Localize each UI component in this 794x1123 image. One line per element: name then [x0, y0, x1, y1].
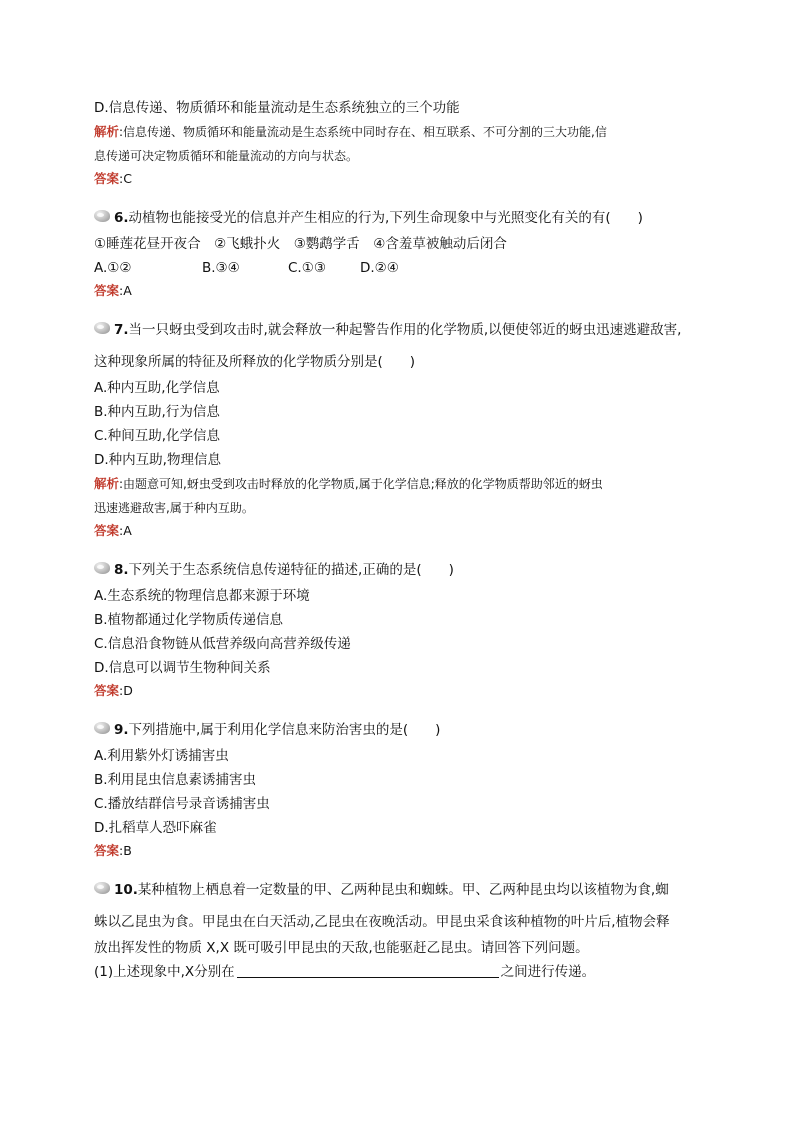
q6-answer: 答案:A [94, 283, 132, 298]
answer-blank [237, 963, 499, 978]
q8-option-a: A.生态系统的物理信息都来源于环境 [94, 588, 310, 604]
q7-stem-line2: 这种现象所属的特征及所释放的化学物质分别是( ) [94, 354, 416, 370]
q10-stem-line1: 10.某种植物上栖息着一定数量的甲、乙两种昆虫和蜘蛛。甲、乙两种昆虫均以该植物为食,蜘 [94, 876, 704, 904]
q8-option-b: B.植物都通过化学物质传递信息 [94, 612, 284, 628]
q7-stem-line1: 7.当一只蚜虫受到攻击时,就会释放一种起警告作用的化学物质,以便使邻近的蚜虫迅速逃避敌害, [94, 316, 704, 344]
question-9 [94, 716, 704, 862]
q8-stem: 8.下列关于生态系统信息传递特征的描述,正确的是( ) [94, 556, 704, 584]
question-bullet-icon [94, 322, 113, 335]
q10-stem-line3: 放出挥发性的物质 X,X 既可吸引甲昆虫的天敌,也能驱赶乙昆虫。请回答下列问题。 [94, 940, 589, 956]
question-8 [94, 556, 704, 702]
q6-items: ①睡莲花昼开夜合 ②飞蛾扑火 ③鹦鹉学舌 ④含羞草被触动后闭合 [94, 236, 507, 252]
q9-option-b: B.利用昆虫信息素诱捕害虫 [94, 772, 257, 788]
q6-options [94, 256, 704, 280]
document-page [94, 96, 704, 984]
answer-label: 答案 [94, 523, 120, 538]
question-bullet-icon [94, 882, 113, 895]
q6-option-a: A.①② [94, 260, 132, 276]
q9-stem: 9.下列措施中,属于利用化学信息来防治害虫的是( ) [94, 716, 704, 744]
q7-explanation-line2: 迅速逃避敌害,属于种内互助。 [94, 501, 254, 515]
q7-answer: 答案:A [94, 523, 132, 538]
question-bullet-icon [94, 722, 113, 735]
q9-option-c: C.播放结群信号录音诱捕害虫 [94, 796, 270, 812]
q9-option-a: A.利用紫外灯诱捕害虫 [94, 748, 229, 764]
explanation-label: 解析 [94, 124, 120, 139]
question-6 [94, 204, 704, 302]
q8-answer: 答案:D [94, 683, 133, 698]
answer-label: 答案 [94, 843, 120, 858]
q6-option-c: C.①③ [288, 260, 326, 276]
answer-label: 答案 [94, 683, 120, 698]
q9-option-d: D.扎稻草人恐吓麻雀 [94, 820, 217, 836]
question-bullet-icon [94, 562, 113, 575]
explanation-label: 解析 [94, 476, 120, 491]
question-7 [94, 316, 704, 542]
q8-option-c: C.信息沿食物链从低营养级向高营养级传递 [94, 636, 351, 652]
q6-option-b: B.③④ [202, 260, 240, 276]
answer-label: 答案 [94, 283, 120, 298]
q7-option-b: B.种内互助,行为信息 [94, 404, 220, 420]
q5-answer: 答案:C [94, 171, 132, 186]
q5-explanation-line1: 解析:信息传递、物质循环和能量流动是生态系统中同时存在、相互联系、不可分割的三大功能,信 [94, 124, 607, 139]
q6-option-d: D.②④ [360, 260, 399, 276]
q5-option-d: D.信息传递、物质循环和能量流动是生态系统独立的三个功能 [94, 100, 460, 116]
q7-explanation-line1: 解析:由题意可知,蚜虫受到攻击时释放的化学物质,属于化学信息;释放的化学物质帮助邻近的蚜虫 [94, 476, 603, 491]
q10-stem-line2: 蛛以乙昆虫为食。甲昆虫在白天活动,乙昆虫在夜晚活动。甲昆虫采食该种植物的叶片后,植物会释 [94, 914, 670, 930]
q6-stem: 6.动植物也能接受光的信息并产生相应的行为,下列生命现象中与光照变化有关的有( ) [94, 204, 704, 232]
q5-explanation-line2: 息传递可决定物质循环和能量流动的方向与状态。 [94, 149, 359, 163]
answer-label: 答案 [94, 171, 120, 186]
q9-answer: 答案:B [94, 843, 132, 858]
q7-option-d: D.种内互助,物理信息 [94, 452, 221, 468]
q10-sub-question-1: (1)上述现象中,X分别在 之间进行传递。 [94, 964, 596, 980]
question-bullet-icon [94, 210, 113, 223]
q8-option-d: D.信息可以调节生物种间关系 [94, 660, 271, 676]
q7-option-a: A.种内互助,化学信息 [94, 380, 220, 396]
q7-option-c: C.种间互助,化学信息 [94, 428, 221, 444]
question-10 [94, 876, 704, 984]
